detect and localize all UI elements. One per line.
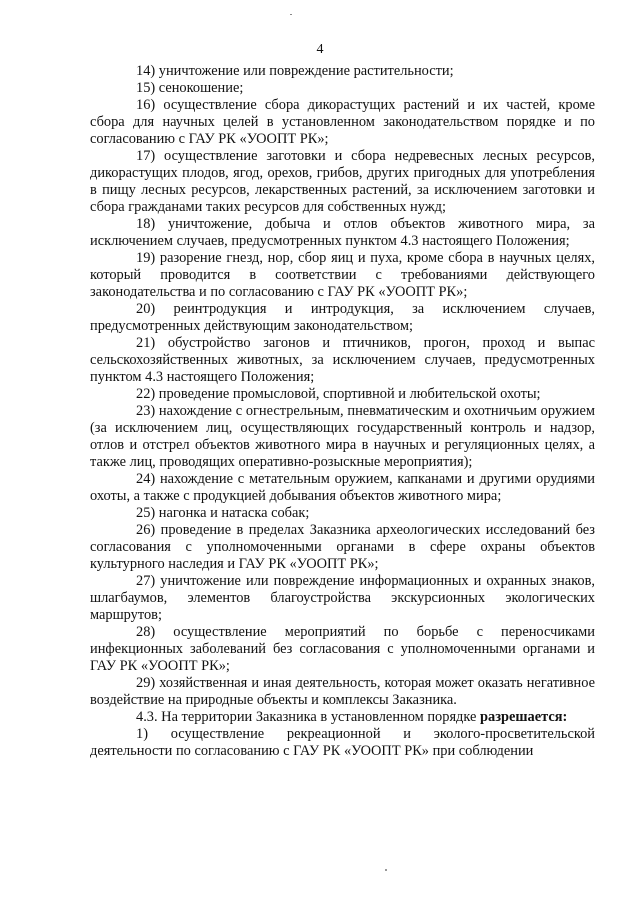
- list-item-18: 18) уничтожение, добыча и отлов объектов животного мира, за исключением случаев, предусмотренных пунктом 4.3 настоящего Положения;: [90, 216, 595, 249]
- list-item-21: 21) обустройство загонов и птичников, прогон, проход и выпас сельскохозяйственных животных, за исключением случаев, предусмотренных пунктом 4.3 настоящего Положения;: [90, 335, 595, 385]
- list-item-20: 20) реинтродукция и интродукция, за исключением случаев, предусмотренных действующим законодательством;: [90, 301, 595, 334]
- list-item-19: 19) разорение гнезд, нор, сбор яиц и пуха, кроме сбора в научных целях, который проводится в соответствии с требованиями действующего законодательства и по согласованию с ГАУ РК «УООПТ РК»;: [90, 250, 595, 300]
- list-item-4-3-1: 1) осуществление рекреационной и эколого-просветительской деятельности по согласованию с ГАУ РК «УООПТ РК» при соблюдении: [90, 726, 595, 759]
- section-4-3-heading: [90, 709, 595, 726]
- list-item-29: 29) хозяйственная и иная деятельность, которая может оказать негативное воздействие на природные объекты и комплексы Заказника.: [90, 675, 595, 708]
- list-item-23: 23) нахождение с огнестрельным, пневматическим и охотничьим оружием (за исключением лиц, осуществляющих государственный контроль и надзор, отлов и отстрел объектов животного мира в научных и регуляционных целях, а также лиц, проводящих оперативно-розыскные мероприятия);: [90, 403, 595, 470]
- section-4-3-bold: разрешается:: [480, 709, 568, 725]
- document-body: [90, 63, 595, 760]
- list-item-26: 26) проведение в пределах Заказника археологических исследований без согласования с уполномоченными органами в сфере охраны объектов культурного наследия и ГАУ РК «УООПТ РК»;: [90, 522, 595, 572]
- list-item-27: 27) уничтожение или повреждение информационных и охранных знаков, шлагбаумов, элементов благоустройства экскурсионных экологических маршрутов;: [90, 573, 595, 623]
- list-item-16: 16) осуществление сбора дикорастущих растений и их частей, кроме сбора для научных целей в установленном законодательством порядке и по согласованию с ГАУ РК «УООПТ РК»;: [90, 97, 595, 147]
- scan-speck: [290, 14, 292, 15]
- list-item-17: 17) осуществление заготовки и сбора недревесных лесных ресурсов, дикорастущих плодов, ягод, орехов, грибов, других пригодных для употребления в пищу лесных ресурсов, лекарственных растений, за исключением заготовки и сбора гражданами таких ресурсов для собственных нужд;: [90, 148, 595, 215]
- list-item-28: 28) осуществление мероприятий по борьбе с переносчиками инфекционных заболеваний без согласования с уполномоченными органами и ГАУ РК «УООПТ РК»;: [90, 624, 595, 674]
- page-number: 4: [316, 42, 324, 57]
- list-item-25: 25) нагонка и натаска собак;: [136, 505, 310, 521]
- section-4-3-text: 4.3. На территории Заказника в установленном порядке: [136, 709, 480, 725]
- scan-speck: [385, 869, 387, 871]
- list-item-22: 22) проведение промысловой, спортивной и любительской охоты;: [136, 386, 541, 402]
- list-item-14: 14) уничтожение или повреждение растительности;: [136, 63, 454, 79]
- list-item-24: 24) нахождение с метательным оружием, капканами и другими орудиями охоты, а также с продукцией добывания объектов животного мира;: [90, 471, 595, 504]
- list-item-15: 15) сенокошение;: [136, 80, 244, 96]
